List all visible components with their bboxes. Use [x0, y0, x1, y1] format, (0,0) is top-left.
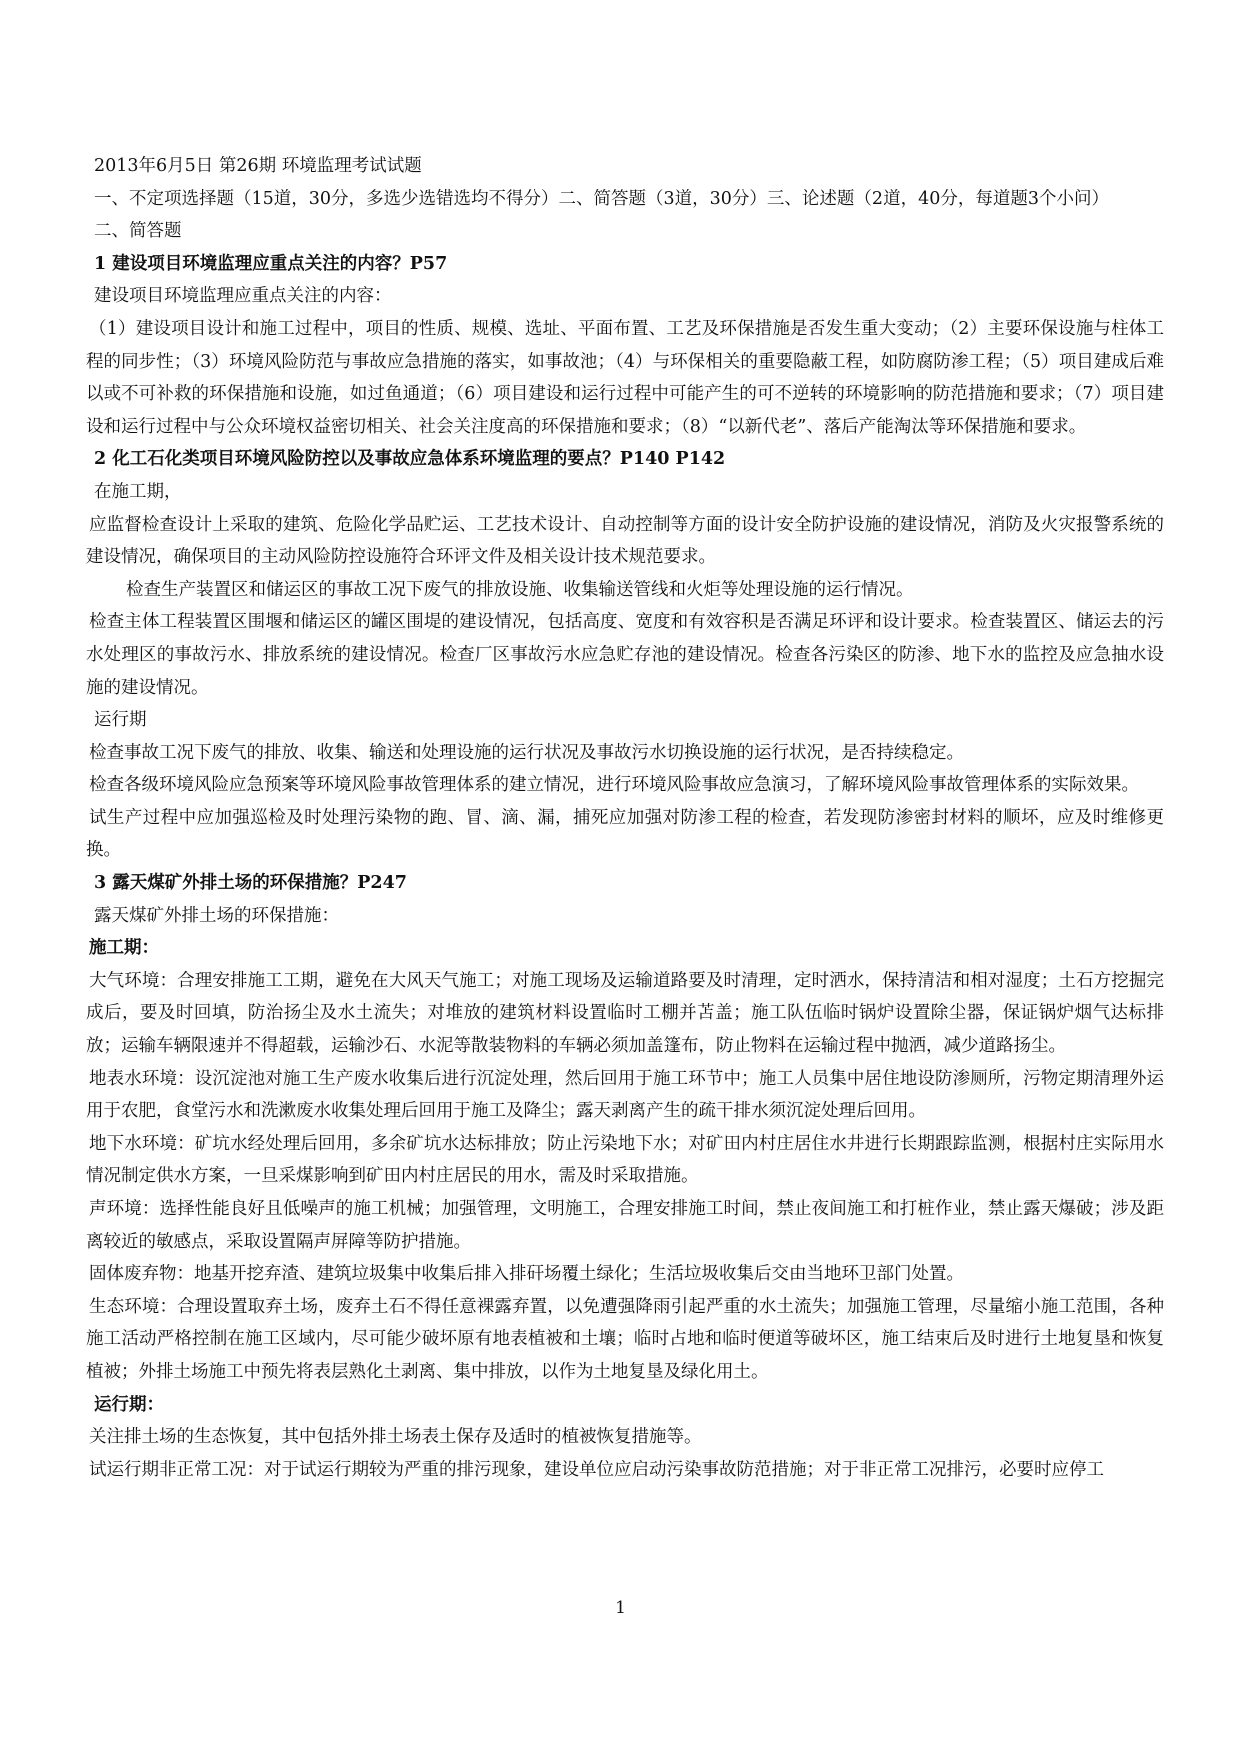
page-number: 1 [615, 1598, 626, 1618]
question-3-heading: 3 露天煤矿外排土场的环保措施？P247 [94, 873, 407, 894]
exam-structure: 一、不定项选择题（15道，30分，多选少选错选均不得分）二、简答题（3道，30分）三、论述题（2道，40分，每道题3个小问） [94, 188, 1109, 209]
exam-title: 2013年6月5日 第26期 环境监理考试试题 [94, 156, 422, 176]
question-3-groundwater: 地下水环境：矿坑水经处理后回用，多余矿坑水达标排放；防止污染地下水；对矿田内村庄居住水井进行长期跟踪监测，根据村庄实际用水情况制定供水方案，一旦采煤影响到矿田内村庄居民的用水，需及时采取措施。 [86, 1133, 1164, 1187]
question-1-answer: （1）建设项目设计和施工过程中，项目的性质、规模、选址、平面布置、工艺及环保措施是否发生重大变动；（2）主要环保设施与柱体工程的同步性；（3）环境风险防范与事故应急措施的落实，如事故池；（4）与环保相关的重要隐蔽工程，如防腐防渗工程；（5）项目建成后难以或不可补救的环保措施和设施，如过鱼通道；（6）项目建设和运行过程中可能产生的可不逆转的环境影响的防范措施和要求；（7）项目建设和运行过程中与公众环境权益密切相关、社会关注度高的环保措施和要求；（8）“以新代老”、落后产能淘汰等环保措施和要求。 [86, 318, 1164, 437]
question-3-construction-label: 施工期： [89, 938, 159, 959]
question-2-paragraph: 检查生产装置区和储运区的事故工况下废气的排放设施、收集输送管线和火炬等处理设施的运行情况。 [126, 579, 914, 600]
question-1-intro: 建设项目环境监理应重点关注的内容： [94, 286, 392, 307]
question-2-construction-label: 在施工期， [94, 481, 182, 502]
section-heading: 二、简答题 [94, 221, 182, 242]
question-1-heading: 1 建设项目环境监理应重点关注的内容？P57 [94, 253, 448, 274]
question-3-operation-paragraph: 关注排土场的生态恢复，其中包括外排土场表土保存及适时的植被恢复措施等。 [89, 1427, 702, 1448]
question-2-operation-label: 运行期 [94, 710, 147, 731]
question-3-intro: 露天煤矿外排土场的环保措施： [94, 905, 339, 926]
question-2-heading: 2 化工石化类项目环境风险防控以及事故应急体系环境监理的要点？P140 P142 [94, 449, 726, 470]
question-3-operation-paragraph: 试运行期非正常工况：对于试运行期较为严重的排污现象，建设单位应启动污染事故防范措施；对于非正常工况排污，必要时应停工 [89, 1459, 1104, 1480]
question-3-solid-waste: 固体废弃物：地基开挖弃渣、建筑垃圾集中收集后排入排矸场覆土绿化；生活垃圾收集后交由当地环卫部门处置。 [89, 1264, 964, 1285]
document-body [86, 150, 1164, 1486]
question-2-paragraph: 应监督检查设计上采取的建筑、危险化学品贮运、工艺技术设计、自动控制等方面的设计安全防护设施的建设情况，消防及火灾报警系统的建设情况，确保项目的主动风险防控设施符合环评文件及相关设计技术规范要求。 [86, 514, 1164, 568]
question-3-ecology: 生态环境：合理设置取弃土场，废弃土石不得任意裸露弃置，以免遭强降雨引起严重的水土流失；加强施工管理，尽量缩小施工范围，各种施工活动严格控制在施工区域内，尽可能少破坏原有地表植被和土壤；临时占地和临时便道等破坏区，施工结束后及时进行土地复垦和恢复植被；外排土场施工中预先将表层熟化土剥离、集中排放，以作为土地复垦及绿化用土。 [86, 1296, 1164, 1382]
question-2-paragraph: 检查各级环境风险应急预案等环境风险事故管理体系的建立情况，进行环境风险事故应急演习，了解环境风险事故管理体系的实际效果。 [89, 775, 1139, 796]
question-2-paragraph: 试生产过程中应加强巡检及时处理污染物的跑、冒、滴、漏，捕死应加强对防渗工程的检查，若发现防渗密封材料的顺坏，应及时维修更换。 [86, 807, 1164, 861]
question-2-paragraph: 检查事故工况下废气的排放、收集、输送和处理设施的运行状况及事故污水切换设施的运行状况，是否持续稳定。 [89, 742, 964, 763]
question-3-surface-water: 地表水环境：设沉淀池对施工生产废水收集后进行沉淀处理，然后回用于施工环节中；施工人员集中居住地设防渗厕所，污物定期清理外运用于农肥，食堂污水和洗漱废水收集处理后回用于施工及降尘；露天剥离产生的疏干排水须沉淀处理后回用。 [86, 1068, 1164, 1122]
question-3-noise: 声环境：选择性能良好且低噪声的施工机械；加强管理，文明施工，合理安排施工时间，禁止夜间施工和打桩作业，禁止露天爆破；涉及距离较近的敏感点，采取设置隔声屏障等防护措施。 [86, 1199, 1164, 1252]
question-3-air-environment: 大气环境：合理安排施工工期，避免在大风天气施工；对施工现场及运输道路要及时清理，定时洒水，保持清洁和相对湿度；土石方挖掘完成后，要及时回填，防治扬尘及水土流失；对堆放的建筑材料设置临时工棚并苫盖；施工队伍临时锅炉设置除尘器，保证锅炉烟气达标排放；运输车辆限速并不得超载，运输沙石、水泥等散装物料的车辆必须加盖篷布，防止物料在运输过程中抛洒，减少道路扬尘。 [86, 970, 1164, 1057]
question-3-operation-label: 运行期： [94, 1394, 164, 1415]
question-2-paragraph: 检查主体工程装置区围堰和储运区的罐区围堤的建设情况，包括高度、宽度和有效容积是否满足环评和设计要求。检查装置区、储运去的污水处理区的事故污水、排放系统的建设情况。检查厂区事故污水应急贮存池的建设情况。检查各污染区的防渗、地下水的监控及应急抽水设施的建设情况。 [86, 612, 1164, 698]
